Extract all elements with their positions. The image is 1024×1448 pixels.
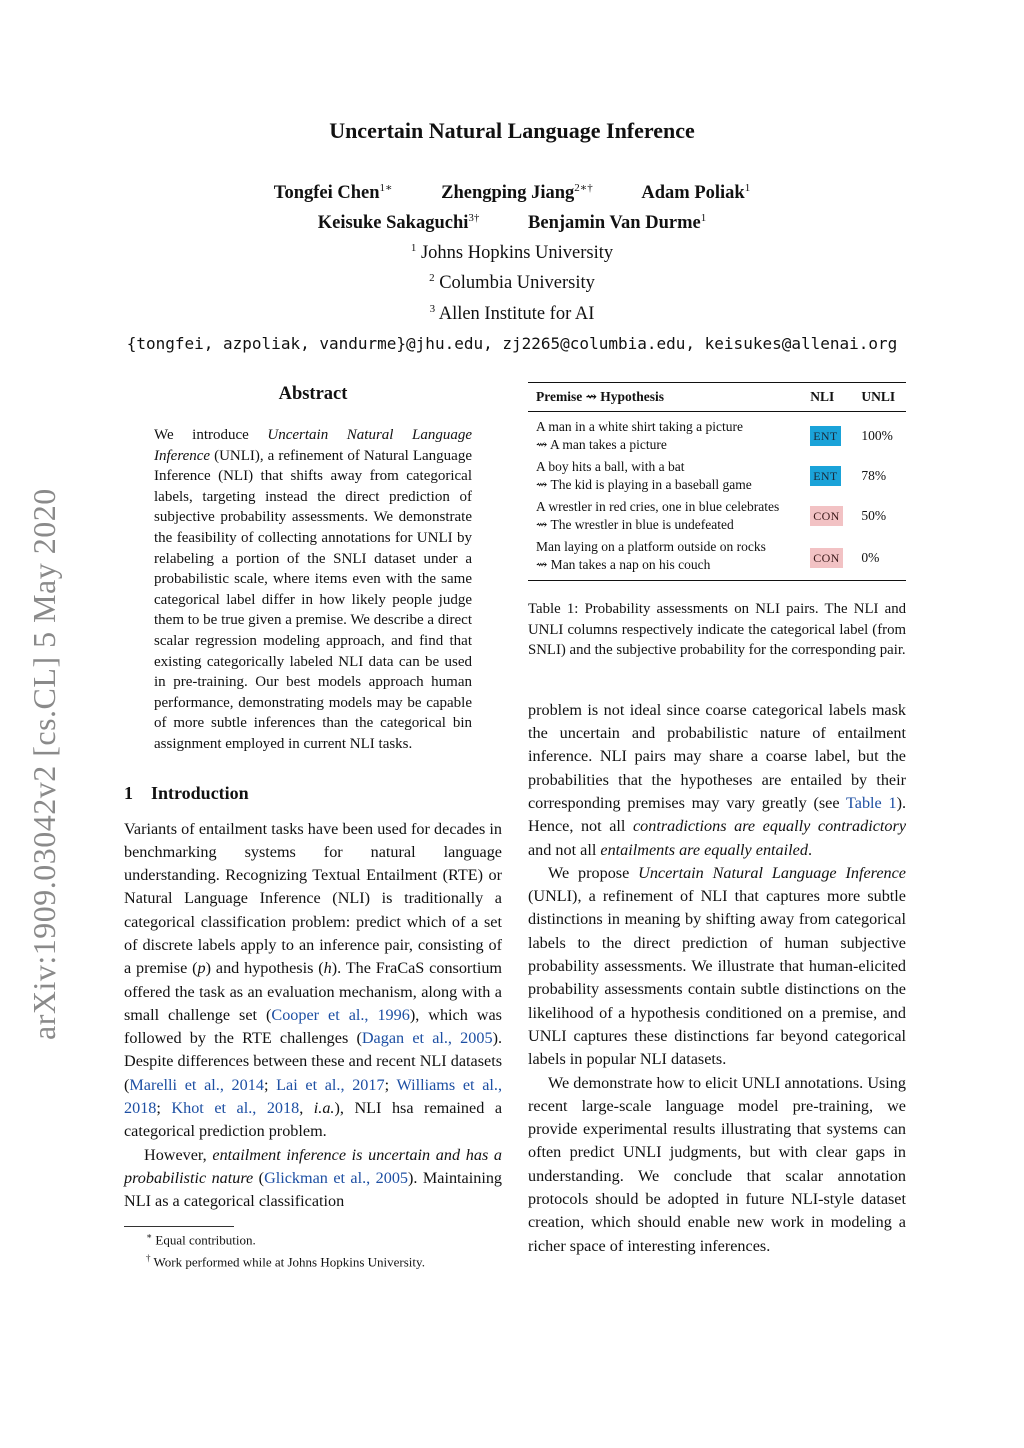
left-column bbox=[124, 380, 502, 1271]
nli-label-badge: ENT bbox=[810, 466, 840, 486]
paragraph: We propose Uncertain Natural Language Inference (UNLI), a refinement of NLI that captures more subtle distinctions in meaning by shifting away from categorical labels to the direct prediction of human subjective probability assessments. We illustrate that human-elicited probability assessments contain subtle distinctions on the likelihood of a hypothesis conditioned on a premise, and UNLI captures these distinctions far beyond categorical labels in popular NLI datasets. bbox=[528, 863, 906, 1069]
affiliation: $^3$ Allen Institute for AI bbox=[429, 302, 595, 324]
citation-link[interactable]: Cooper et al., 1996 bbox=[271, 1005, 410, 1024]
author: Zhengping Jiang$^{2∗\dagger}$ bbox=[441, 182, 593, 204]
column-header: UNLI bbox=[853, 383, 906, 412]
author-row-1 bbox=[0, 176, 1024, 206]
author-row-2 bbox=[0, 206, 1024, 236]
nli-label-badge: ENT bbox=[810, 426, 840, 446]
footnote: † Work performed while at Johns Hopkins University. bbox=[146, 1252, 425, 1270]
abstract-text: We introduce Uncertain Natural Language Inference (UNLI), a refinement of Natural Language Inference (NLI) that shifts away from categorical labels, targeting instead the direct prediction of subjective probability assessments. We demonstrate the feasibility of collecting annotations for UNLI by relabeling a portion of the SNLI dataset under a probabilistic scale, where items even with the same categorical label differ in how likely people judge them to be true given a premise. We describe a direct scalar regression modeling approach, and find that existing categorically labeled NLI data can be used in pre-training. Our best models approach human performance, demonstrating models may be capable of more subtle inferences than the categorical bin assignment employed in current NLI tasks. bbox=[154, 427, 473, 752]
pair-cell: A boy hits a ball, with a bat ⇝ The kid is playing in a baseball game bbox=[536, 459, 752, 492]
citation-link[interactable]: Khot et al., 2018 bbox=[171, 1099, 300, 1118]
author: Adam Poliak$^1$ bbox=[641, 182, 751, 204]
affiliation: $^2$ Columbia University bbox=[429, 272, 595, 294]
column-header: Premise ⇝ Hypothesis bbox=[528, 383, 802, 412]
nli-cell bbox=[802, 536, 853, 581]
citation-link[interactable]: Glickman et al., 2005 bbox=[264, 1168, 409, 1187]
author: Benjamin Van Durme$^1$ bbox=[528, 212, 707, 234]
pair-cell: A wrestler in red cries, one in blue celebrates ⇝ The wrestler in blue is undefeated bbox=[536, 499, 780, 532]
abstract-heading: Abstract bbox=[278, 384, 348, 404]
paragraph: However, entailment inference is uncertain and has a probabilistic nature (Glickman et al., 2005). Maintaining NLI as a categorical classification bbox=[124, 1145, 503, 1211]
unli-cell: 0% bbox=[853, 536, 906, 581]
nli-label-badge: CON bbox=[810, 548, 842, 568]
author-block bbox=[0, 176, 1024, 356]
nli-cell bbox=[802, 456, 853, 496]
citation-link[interactable]: Williams et al., 2018 bbox=[124, 1075, 503, 1118]
nli-cell bbox=[802, 416, 853, 456]
citation-link[interactable]: Marelli et al., 2014 bbox=[129, 1075, 264, 1094]
table-caption: Table 1: Probability assessments on NLI pairs. The NLI and UNLI columns respectively indicate the categorical label (from SNLI) and the subjective probability for the corresponding pair. bbox=[528, 601, 906, 659]
right-column bbox=[528, 380, 906, 1258]
footnote: ∗ Equal contribution. bbox=[146, 1230, 256, 1247]
unli-cell: 100% bbox=[861, 428, 893, 443]
affiliation: $^1$ Johns Hopkins University bbox=[410, 242, 614, 264]
intro-text bbox=[124, 818, 502, 1214]
citation-link[interactable]: Dagan et al., 2005 bbox=[361, 1029, 493, 1048]
table-row bbox=[528, 456, 906, 496]
unli-cell: 78% bbox=[861, 468, 887, 483]
paper-title: Uncertain Natural Language Inference bbox=[329, 118, 695, 143]
table-row bbox=[528, 416, 906, 456]
paragraph: We demonstrate how to elicit UNLI annotations. Using recent large-scale language model pre-training, we provide experimental results illustrating that systems can often predict UNLI judgments, but with clear gaps in understanding. We conclude that scalar annotation protocols should be adopted in future NLI-style dataset creation, which should enable new work in modeling a richer space of interesting inferences. bbox=[528, 1073, 906, 1255]
table-row bbox=[528, 536, 906, 581]
nli-cell bbox=[802, 496, 853, 536]
table-row bbox=[528, 496, 906, 536]
table-header-row bbox=[528, 383, 906, 412]
nli-label-badge: CON bbox=[810, 506, 842, 526]
author: Tongfei Chen$^{1∗}$ bbox=[273, 182, 393, 204]
paragraph: Variants of entailment tasks have been used for decades in benchmarking systems for natural language understanding. Recognizing Textual Entailment (RTE) or Natural Language Inference (NLI) is traditionally a categorical classification problem: predict which of a set of discrete labels apply to an inference pair, consisting of a premise (p) and hypothesis (h). The FraCaS consortium offered the task as an evaluation mechanism, along with a small challenge set (Cooper et al., 1996), which was followed by the RTE challenges (Dagan et al., 2005). Despite differences between these and recent NLI datasets (Marelli et al., 2014; Lai et al., 2017; Williams et al., 2018; Khot et al., 2018, i.a.), NLI hsa remained a categorical prediction problem. bbox=[124, 819, 503, 1141]
citation-link[interactable]: Lai et al., 2017 bbox=[276, 1075, 385, 1094]
section-heading-introduction: 1 Introduction bbox=[124, 782, 249, 803]
paragraph: problem is not ideal since coarse categorical labels mask the uncertain and probabilistic nature of entailment inference. NLI pairs may share a coarse label, but the probabilities that the hypotheses are entailed by their corresponding premises may vary greatly (see Table 1). Hence, not all contradictions are equally contradictory and not all entailments are equally entailed. bbox=[528, 700, 906, 859]
pair-cell: Man laying on a platform outside on rocks ⇝ Man takes a nap on his couch bbox=[528, 536, 802, 581]
author-emails: {tongfei, azpoliak, vandurme}@jhu.edu, zj2265@columbia.edu, keisukes@allenai.org bbox=[126, 333, 898, 353]
author: Keisuke Sakaguchi$^{3\dagger}$ bbox=[317, 212, 480, 234]
pair-cell: A man in a white shirt taking a picture ⇝ A man takes a picture bbox=[536, 419, 743, 452]
unli-cell: 50% bbox=[861, 508, 887, 523]
column-header: NLI bbox=[802, 383, 853, 412]
table-reference-link[interactable]: Table 1 bbox=[846, 793, 897, 812]
table-1 bbox=[528, 382, 906, 581]
right-body-text bbox=[528, 699, 906, 1258]
arxiv-stamp: arXiv:1909.03042v2 [cs.CL] 5 May 2020 bbox=[26, 488, 62, 1040]
